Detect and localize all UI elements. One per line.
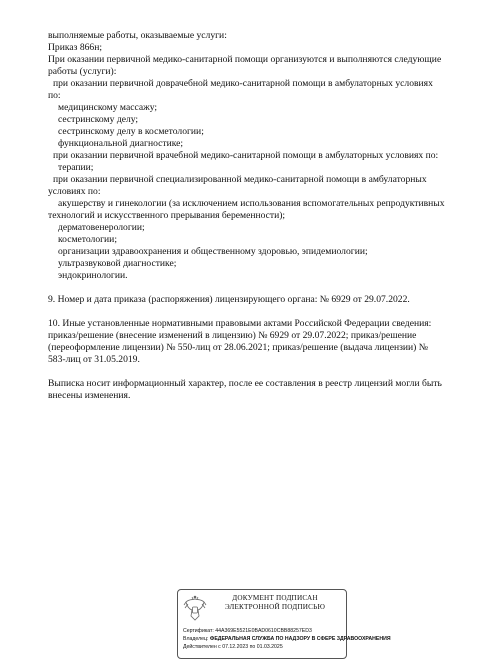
text-line: сестринскому делу в косметологии;: [58, 126, 204, 137]
text-line: дерматовенерологии;: [58, 222, 145, 233]
text-line: (переоформление лицензии) № 550-лиц от 28.06.2021; приказ/решение (выдача лицензии) №: [48, 342, 428, 353]
text-line: функциональной диагностике;: [58, 138, 184, 149]
text-line: работы (услуги):: [48, 66, 117, 77]
text-line: 9. Номер и дата приказа (распоряжения) лицензирующего органа: № 6929 от 29.07.2022.: [48, 294, 410, 305]
text-line: Приказ 866н;: [48, 42, 103, 53]
text-line: Выписка носит информационный характер, после ее составления в реестр лицензий могли быть: [48, 378, 442, 389]
text-line: терапии;: [58, 162, 94, 173]
text-line: технологий и искусственного прерывания беременности);: [48, 210, 286, 221]
text-line: при оказании первичной специализированной медико-санитарной помощи в амбулаторных: [53, 174, 427, 185]
coat-of-arms-icon: [182, 594, 208, 624]
text-line: приказ/решение (внесение изменений в лицензию) № 6929 от 29.07.2022; приказ/решение: [48, 330, 417, 341]
text-line: сестринскому делу;: [58, 114, 139, 125]
stamp-owner-row: [183, 636, 391, 643]
stamp-certificate: Сертификат: 44A369E5521E0BAD0610CBB88257ED3: [183, 628, 312, 634]
text-line: ультразвуковой диагностике;: [58, 258, 177, 269]
stamp-title-line-2: ЭЛЕКТРОННОЙ ПОДПИСЬЮ: [224, 603, 326, 611]
text-line: при оказании первичной доврачебной медико-санитарной помощи в амбулаторных условиях: [53, 78, 433, 89]
text-line: выполняемые работы, оказываемые услуги:: [48, 30, 227, 41]
stamp-owner-label: Владелец:: [183, 636, 209, 642]
electronic-signature-stamp: [177, 589, 391, 659]
text-line: по:: [48, 90, 61, 101]
text-line: 10. Иные установленные нормативными правовыми актами Российской Федерации сведения:: [48, 318, 432, 329]
text-line: 583-лиц от 31.05.2019.: [48, 354, 140, 365]
text-line: медицинскому массажу;: [58, 102, 158, 113]
text-line: внесены изменения.: [48, 390, 131, 401]
stamp-title-line-1: ДОКУМЕНТ ПОДПИСАН: [232, 594, 318, 602]
text-line: косметологии;: [58, 234, 117, 245]
text-line: акушерству и гинекологии (за исключением использования вспомогательных репродуктивных: [58, 198, 445, 209]
stamp-owner: ФЕДЕРАЛЬНАЯ СЛУЖБА ПО НАДЗОРУ В СФЕРЕ ЗДРАВООХРАНЕНИЯ: [209, 636, 391, 642]
text-line: эндокринологии.: [58, 270, 128, 281]
text-line: При оказании первичной медико-санитарной помощи организуются и выполняются следующие: [48, 54, 442, 65]
stamp-title: [208, 594, 342, 612]
text-line: условиях по:: [48, 186, 101, 197]
stamp-validity: Действителен с 07.12.2023 по 01.03.2025: [183, 644, 283, 650]
text-line: организации здравоохранения и общественному здоровью, эпидемиологии;: [58, 246, 368, 257]
text-line: при оказании первичной врачебной медико-санитарной помощи в амбулаторных условиях по:: [53, 150, 439, 161]
